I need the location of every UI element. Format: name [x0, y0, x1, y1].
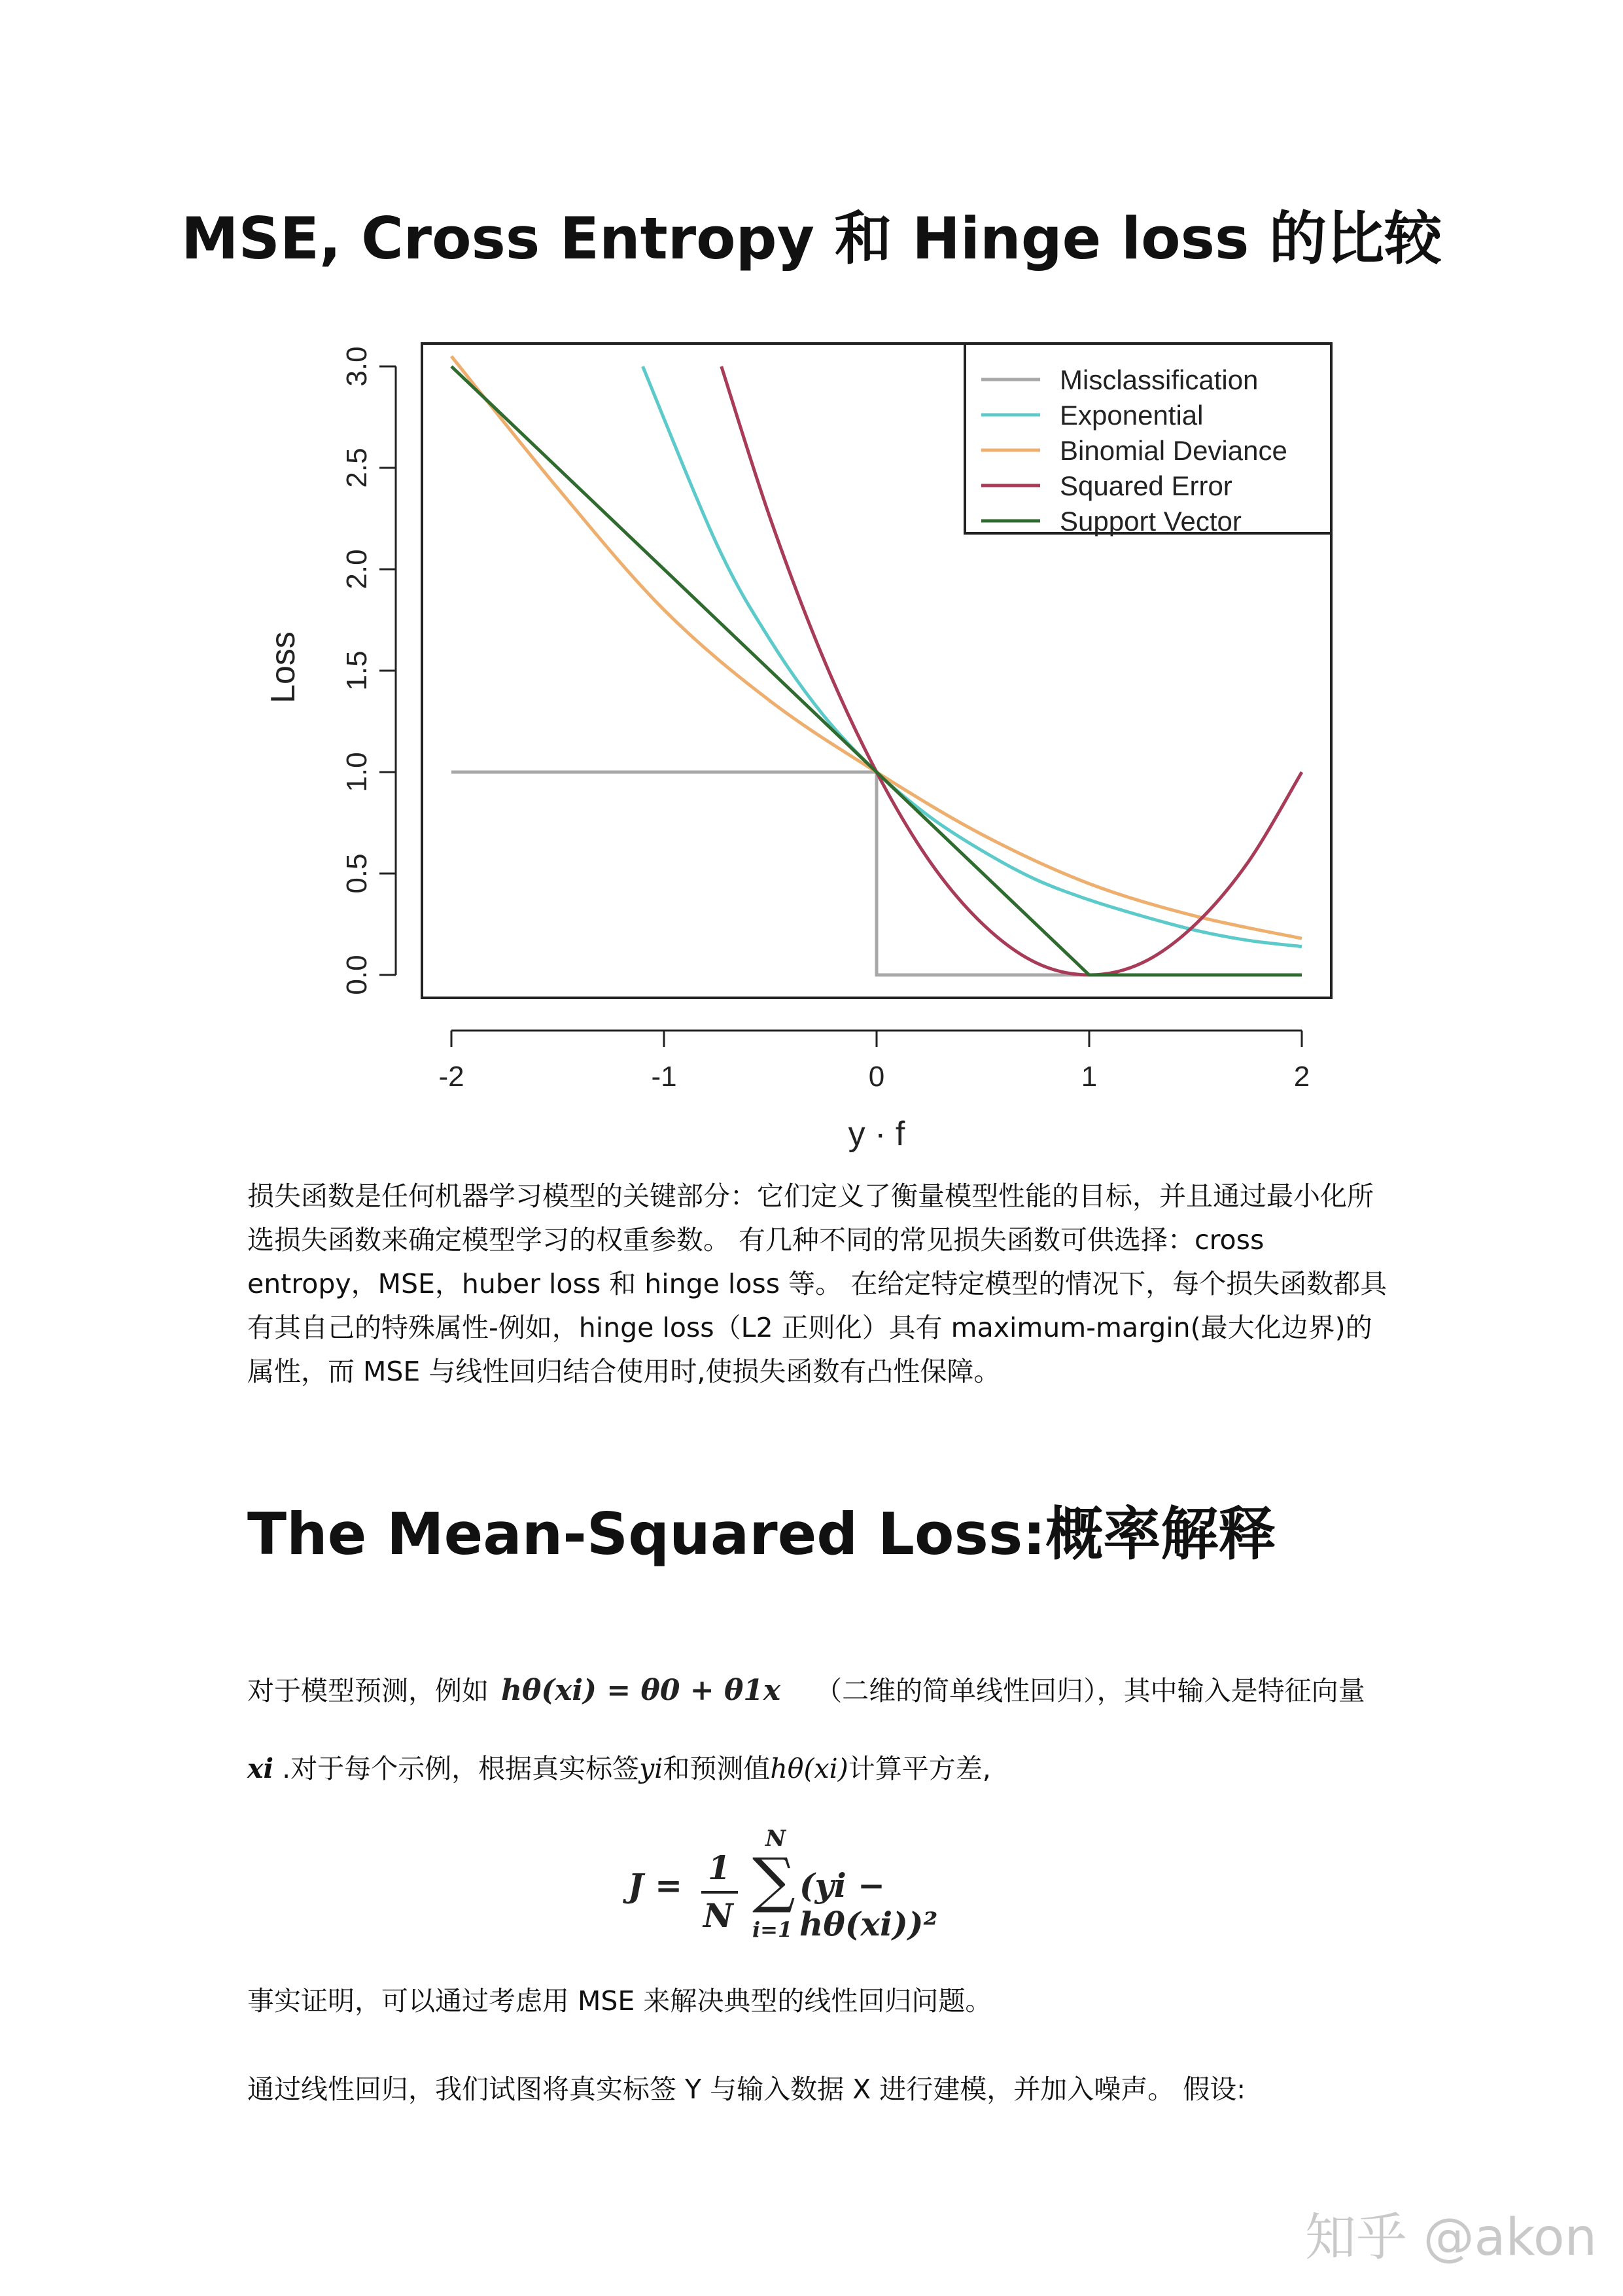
fraction-bar: [701, 1891, 738, 1894]
mse-proof-line: 事实证明，可以通过考虑用 MSE 来解决典型的线性回归问题。: [247, 1985, 992, 2017]
legend-entry: Misclassification: [1060, 364, 1259, 395]
sum-upper-limit: N: [765, 1826, 786, 1852]
loss-comparison-chart: [255, 321, 1367, 1171]
x-tick-label: -1: [651, 1061, 677, 1093]
summation-symbol: ∑: [752, 1845, 795, 1915]
text-segment: 对于模型预测，例如: [247, 1675, 489, 1706]
zhihu-watermark: 知乎 @akon: [1304, 2208, 1597, 2267]
y-axis-label: Loss: [264, 631, 302, 703]
equation-body: (yi − hθ(xi))²: [799, 1866, 938, 1943]
hypothesis-formula: hθ(xi) = θ0 + θ1x: [501, 1674, 781, 1707]
y-tick-label: 3.0: [341, 346, 373, 387]
true-label-symbol: yi: [639, 1753, 663, 1784]
x-tick-label: 1: [1081, 1061, 1098, 1093]
x-axis-label: y · f: [848, 1115, 905, 1153]
y-tick-label: 2.0: [341, 549, 373, 590]
prediction-symbol: hθ(xi): [770, 1753, 848, 1784]
y-tick-label: 2.5: [341, 448, 373, 488]
mse-equation: [628, 1826, 1007, 1956]
section-heading: The Mean-Squared Loss:概率解释: [247, 1500, 1276, 1568]
y-tick-label: 1.0: [341, 752, 373, 792]
linear-regression-line: 通过线性回归，我们试图将真实标签 Y 与输入数据 X 进行建模，并加入噪声。 假设:: [247, 2074, 1246, 2105]
y-tick-label: 1.5: [341, 650, 373, 691]
y-tick-label: 0.0: [341, 955, 373, 995]
equation-lhs: J =: [628, 1866, 682, 1905]
page-title: MSE, Cross Entropy 和 Hinge loss 的比较: [181, 205, 1442, 272]
text-segment: 计算平方差,: [848, 1753, 991, 1784]
legend-entry: Support Vector: [1060, 506, 1242, 537]
x-tick-label: -2: [438, 1061, 464, 1093]
legend-entry: Squared Error: [1060, 470, 1232, 501]
sum-lower-limit: i=1: [752, 1917, 793, 1942]
squared-difference-line: [247, 1747, 1425, 1791]
text-segment: .对于每个示例，根据真实标签: [282, 1753, 640, 1784]
legend-entry: Exponential: [1060, 400, 1204, 431]
intro-paragraph: 损失函数是任何机器学习模型的关键部分：它们定义了衡量模型性能的目标，并且通过最小化所选损失函数来确定模型学习的权重参数。 有几种不同的常见损失函数可供选择：cross entropy，MSE，huber loss 和 hinge loss 等。 在给定特定模型的情况下，每个损失函数都具有其自己的特殊属性-例如，hinge loss（L2 正则化）具有 maximum-margin(最大化边界)的属性，而 MSE 与线性回归结合使用时,使损失函数有凸性保障。: [247, 1180, 1387, 1387]
legend-entry: Binomial Deviance: [1060, 435, 1287, 466]
fraction-denominator: N: [703, 1896, 733, 1935]
text-segment: 和预测值: [663, 1753, 771, 1784]
feature-vector-symbol: xi: [247, 1753, 274, 1784]
model-prediction-line: [247, 1669, 1425, 1713]
x-tick-label: 2: [1293, 1061, 1310, 1093]
text-segment: （二维的简单线性回归），其中输入是特征向量: [815, 1675, 1365, 1706]
chart-legend: [965, 344, 1331, 537]
y-tick-label: 0.5: [341, 853, 373, 894]
x-tick-label: 0: [868, 1061, 885, 1093]
fraction-numerator: 1: [708, 1848, 731, 1887]
